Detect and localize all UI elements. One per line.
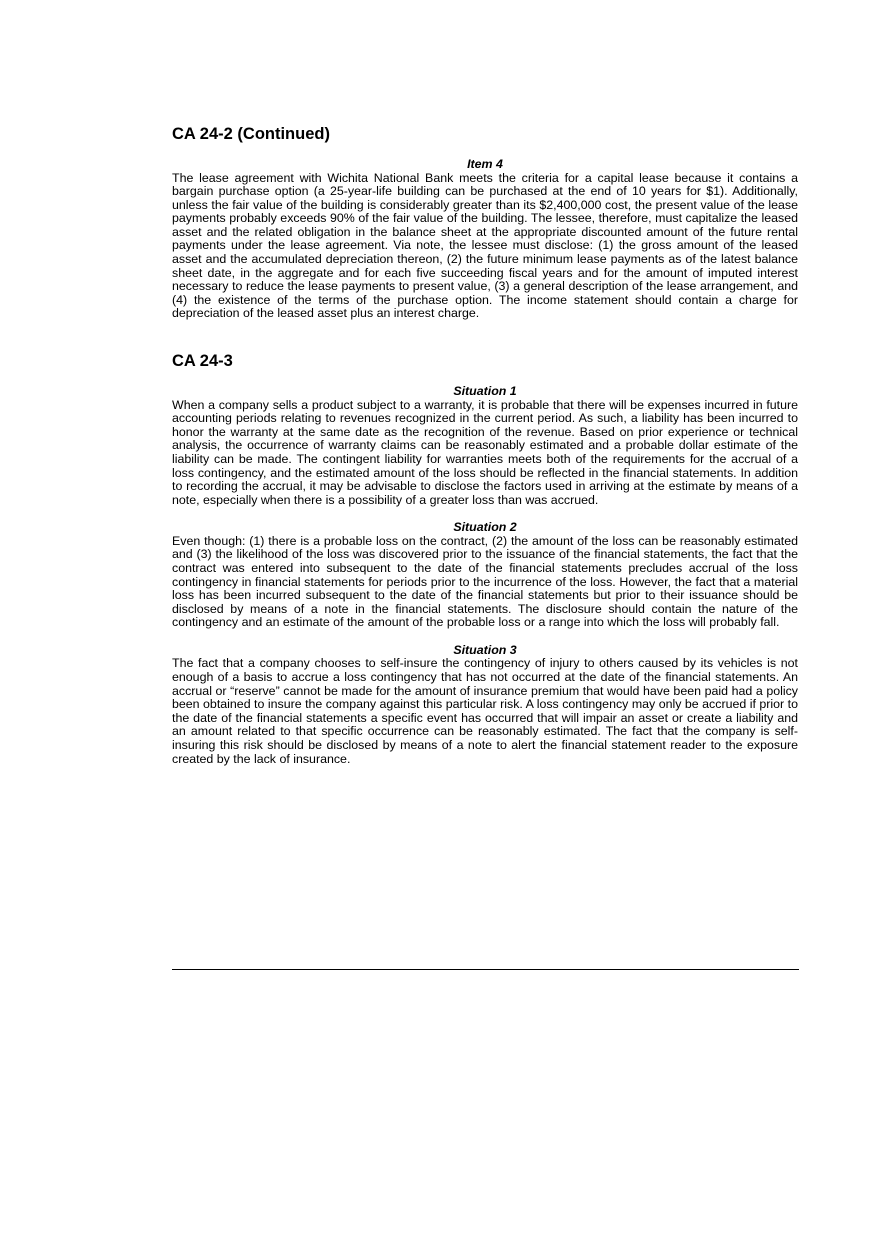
section-heading-ca-24-3: CA 24-3 [172, 352, 233, 371]
situation-3-title: Situation 3 [453, 642, 517, 657]
situation-spacer [172, 630, 798, 644]
situation-3-paragraph: The fact that a company chooses to self-insure the contingency of injury to others caused by its vehicles is not enough of a basis to accrue a loss contingency that has not occurred at the date of the financial statements. An accrual or “reserve” cannot be made for the amount of insurance premium that would have been paid had a policy been obtained to insure the company against this particular risk. A loss contingency may only be accrued if prior to the date of the financial statements a specific event has occurred that will impair an asset or create a liability and an amount related to that specific occurrence can be reasonably estimated. The fact that the company is self-insuring this risk should be disclosed by means of a note to alert the financial statement reader to the exposure created by the lack of insurance. [172, 656, 798, 766]
situation-2-title: Situation 2 [453, 520, 517, 535]
situation-3-block [172, 644, 798, 766]
footer-rule [172, 969, 799, 970]
situation-2-block [172, 521, 798, 630]
situation-spacer [172, 507, 798, 521]
item-4-title: Item 4 [467, 157, 503, 171]
section-spacer [172, 321, 798, 351]
situation-1-paragraph: When a company sells a product subject to a warranty, it is probable that there will be expenses incurred in future accounting periods relating to revenues recognized in the current period. As such, a liability has been incurred to honor the warranty at the same date as the recognition of the revenue. Based on prior experience or technical analysis, the occurrence of warranty claims can be reasonably estimated and a probable dollar estimate of the liability can be made. The contingent liability for warranties meets both of the requirements for the accrual of a loss contingency, and the estimated amount of the loss should be reflected in the financial statements. In addition to recording the accrual, it may be advisable to disclose the factors used in arriving at the estimate by means of a note, especially when there is a possibility of a greater loss than was accrued. [172, 397, 798, 507]
item-4-paragraph: The lease agreement with Wichita National Bank meets the criteria for a capital lease because it contains a bargain purchase option (a 25-year-life building can be purchased at the end of 10 years for $1). Additionally, unless the fair value of the building is considerably greater than its $2,400,000 cost, the present value of the lease payments probably exceeds 90% of the fair value of the building. The lessee, therefore, must capitalize the leased asset and the related obligation in the balance sheet at the appropriate discounted amount of the future rental payments under the lease agreement. Via note, the lessee must disclose: (1) the gross amount of the leased asset and the accumulated depreciation thereon, (2) the future minimum lease payments as of the latest balance sheet date, in the aggregate and for each five succeeding fiscal years and for the amount of imputed interest necessary to reduce the lease payments to present value, (3) a general description of the lease arrangement, and (4) the existence of the terms of the purchase option. The income statement should contain a charge for depreciation of the leased asset plus an interest charge. [172, 170, 798, 321]
document-body [172, 124, 798, 766]
item-4-block [172, 158, 798, 321]
situation-1-block [172, 385, 798, 507]
situation-1-title: Situation 1 [453, 384, 517, 399]
section-heading-ca-24-2: CA 24-2 (Continued) [172, 125, 330, 143]
situation-2-paragraph: Even though: (1) there is a probable loss on the contract, (2) the amount of the loss can be reasonably estimated and (3) the likelihood of the loss was discovered prior to the issuance of the financial statements, the fact that the contract was entered into subsequent to the date of the financial statements precludes accrual of the loss contingency in financial statements for periods prior to the incurrence of the loss. However, the fact that a material loss has been incurred subsequent to the date of the financial statements but prior to their issuance should be disclosed by means of a note in the financial statements. The disclosure should contain the nature of the contingency and an estimate of the amount of the probable loss or a range into which the loss will probably fall. [172, 533, 798, 630]
